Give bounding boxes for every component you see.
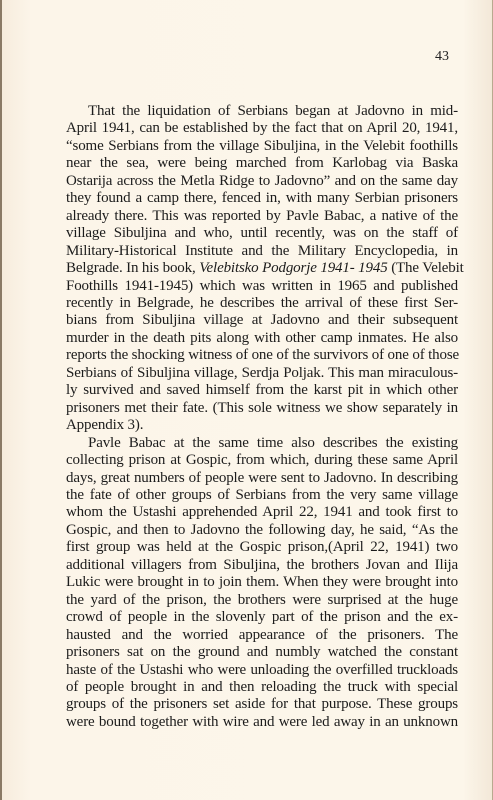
text-segment: (The Velebit — [387, 260, 464, 277]
text-line: That the liquidation of Serbians began at Jadovno in mid- — [88, 103, 458, 119]
text-line: hausted and the worried appearance of the prisoners. The — [66, 626, 458, 643]
text-line: Appendix 3). — [66, 417, 144, 434]
text-line: Pavle Babac at the same time also describes the existing — [88, 434, 458, 451]
text-line: first group was held at the Gospic prison,(April 22, 1941) two — [66, 539, 458, 556]
text-line: groups of the prisoners set aside for that purpose. These groups — [66, 696, 458, 713]
text-line: Military-Historical Institute and the Military Encyclopedia, in — [66, 242, 458, 259]
text-line: crowd of people in the slovenly part of the prison and the ex- — [66, 609, 458, 626]
text-line: Serbians of Sibuljina village, Serdja Poljak. This man miraculous- — [66, 364, 458, 381]
text-line: additional villagers from Sibuljina, the brothers Jovan and Ilija — [66, 556, 458, 573]
text-line: days, great numbers of people were sent to Jadovno. In describing — [66, 469, 458, 486]
text-line: of people brought in and then reloading the truck with special — [66, 678, 458, 695]
text-line: whom the Ustashi apprehended April 22, 1941 and took first to — [66, 504, 458, 521]
text-line — [66, 260, 464, 277]
text-line: recently in Belgrade, he describes the arrival of these first Ser- — [66, 294, 458, 311]
text-line: April 1941, can be established by the fact that on April 20, 1941, — [66, 120, 458, 137]
text-line: they found a camp there, fenced in, with many Serbian prisoners — [66, 190, 458, 207]
text-line: reports the shocking witness of one of the survivors of one of those — [66, 347, 460, 364]
text-segment: Belgrade. In his book, — [66, 260, 200, 277]
text-line: the yard of the prison, the brothers were surprised at the huge — [66, 591, 458, 608]
text-line: Gospic, and then to Jadovno the following day, he said, “As the — [66, 521, 458, 538]
text-line: haste of the Ustashi who were unloading the overfilled truckloads — [66, 661, 458, 678]
body-text — [66, 103, 464, 731]
text-line: “some Serbians from the village Sibuljina, in the Velebit foothills — [66, 137, 458, 154]
text-line: village Sibuljina and who, until recently, was on the staff of — [66, 225, 458, 242]
text-line: were bound together with wire and were led away in an unknown — [66, 713, 458, 730]
text-line: near the sea, were being marched from Karlobag via Baska — [66, 155, 458, 172]
text-line: already there. This was reported by Pavle Babac, a native of the — [66, 207, 458, 224]
text-line: bians from Sibuljina village at Jadovno and their subsequent — [66, 312, 458, 329]
text-line: the fate of other groups of Serbians from the very same village — [66, 486, 458, 503]
text-line: Foothills 1941-1945) which was written in 1965 and published — [66, 277, 458, 294]
text-line: ly survived and saved himself from the karst pit in which other — [66, 382, 458, 399]
text-line: collecting prison at Gospic, from which, during these same April — [66, 452, 458, 469]
text-line: murder in the death pits along with other camp inmates. He also — [66, 329, 458, 346]
text-line: Ostarija across the Metla Ridge to Jadovno” and on the same day — [66, 172, 458, 189]
text-line: Lukic were brought in to join them. When they were brought into — [66, 574, 458, 591]
book-title: Velebitsko Podgorje 1941- 1945 — [199, 260, 388, 277]
text-line: prisoners met their fate. (This sole witness we show separately in — [66, 399, 458, 416]
text-line: prisoners sat on the ground and numbly watched the constant — [66, 644, 458, 661]
page-number: 43 — [435, 49, 449, 64]
